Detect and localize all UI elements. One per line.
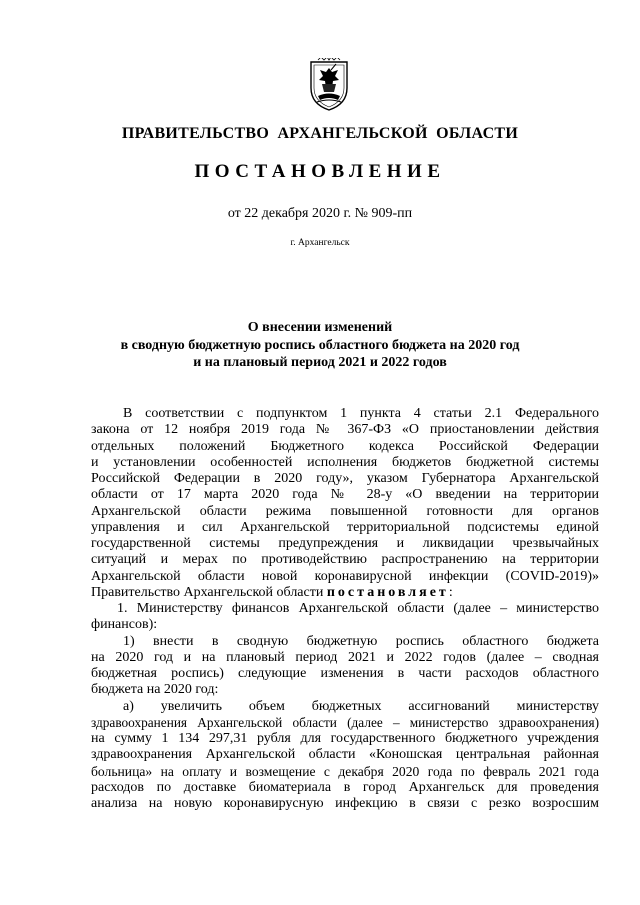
body-line: бюджетная роспись) следующие изменения в части расходов областного <box>91 666 599 681</box>
resolves-word: постановляет <box>326 584 449 600</box>
body-line: Архангельской области режима повышенной готовности для органов <box>91 503 599 519</box>
coat-of-arms-icon <box>308 58 350 112</box>
body-line: больница» на оплату и возмещение с декабря 2020 года по февраль 2021 года <box>91 763 599 779</box>
body-line: государственной системы предупреждения и ликвидации чрезвычайных <box>91 536 599 551</box>
body-line: здравоохранения Архангельской области (далее – министерство здравоохранения) <box>91 714 599 730</box>
document-type: ПОСТАНОВЛЕНИЕ <box>194 161 446 182</box>
body-line: на сумму 1 134 297,31 рубля для государственного бюджетного учреждения <box>91 731 599 746</box>
body-line: 1) внести в сводную бюджетную роспись областного бюджета <box>123 633 599 649</box>
document-title <box>0 319 640 372</box>
government-name: ПРАВИТЕЛЬСТВО АРХАНГЕЛЬСКОЙ ОБЛАСТИ <box>121 125 519 142</box>
document-body <box>91 406 599 812</box>
body-line: и установлении особенностей исполнения бюджетов бюджетной системы <box>91 454 599 470</box>
body-line: здравоохранения Архангельской области «Коношская центральная районная <box>91 747 599 763</box>
body-line: а) увеличить объем бюджетных ассигнований министерству <box>123 698 599 714</box>
body-line: управления и сил Архангельской территориальной подсистемы единой <box>91 519 599 535</box>
body-line: финансов): <box>91 617 158 633</box>
document-date-number: от 22 декабря 2020 г. № 909-пп <box>227 206 413 221</box>
body-line: ситуаций и мерах по противодействию распространению на территории <box>91 552 599 568</box>
document-city: г. Архангельск <box>290 238 350 248</box>
body-line: расходов по доставке биоматериала в город Архангельск для проведения <box>91 779 599 795</box>
body-line: отдельных положений Бюджетного кодекса Российской Федерации <box>91 438 599 454</box>
body-line: на 2020 год и на плановый период 2021 и 2022 годов (далее – сводная <box>91 649 599 665</box>
body-line: 1. Министерству финансов Архангельской области (далее – министерство <box>117 601 599 616</box>
body-line: Российской Федерации в 2020 году», указом Губернатора Архангельской <box>91 471 599 486</box>
body-line-resolves <box>91 585 599 601</box>
body-line: области от 17 марта 2020 года № 28-у «О введении на территории <box>91 487 599 503</box>
title-line: и на плановый период 2021 и 2022 годов <box>193 355 447 370</box>
body-line: В соответствии с подпунктом 1 пункта 4 статьи 2.1 Федерального <box>123 406 599 421</box>
body-line: Архангельской области новой коронавирусной инфекции (COVID-2019)» <box>91 568 599 584</box>
body-line: закона от 12 ноября 2019 года № 367-ФЗ «О приостановлении действия <box>91 422 599 438</box>
title-line: О внесении изменений <box>247 320 393 335</box>
title-line: в сводную бюджетную роспись областного бюджета на 2020 год <box>120 337 520 353</box>
body-line: анализа на новую коронавирусную инфекцию в связи с резко возросшим <box>91 796 599 811</box>
body-line-text: Правительство Архангельской области <box>91 584 324 600</box>
resolves-colon: : <box>448 584 453 600</box>
body-line: бюджета на 2020 год: <box>91 682 219 698</box>
